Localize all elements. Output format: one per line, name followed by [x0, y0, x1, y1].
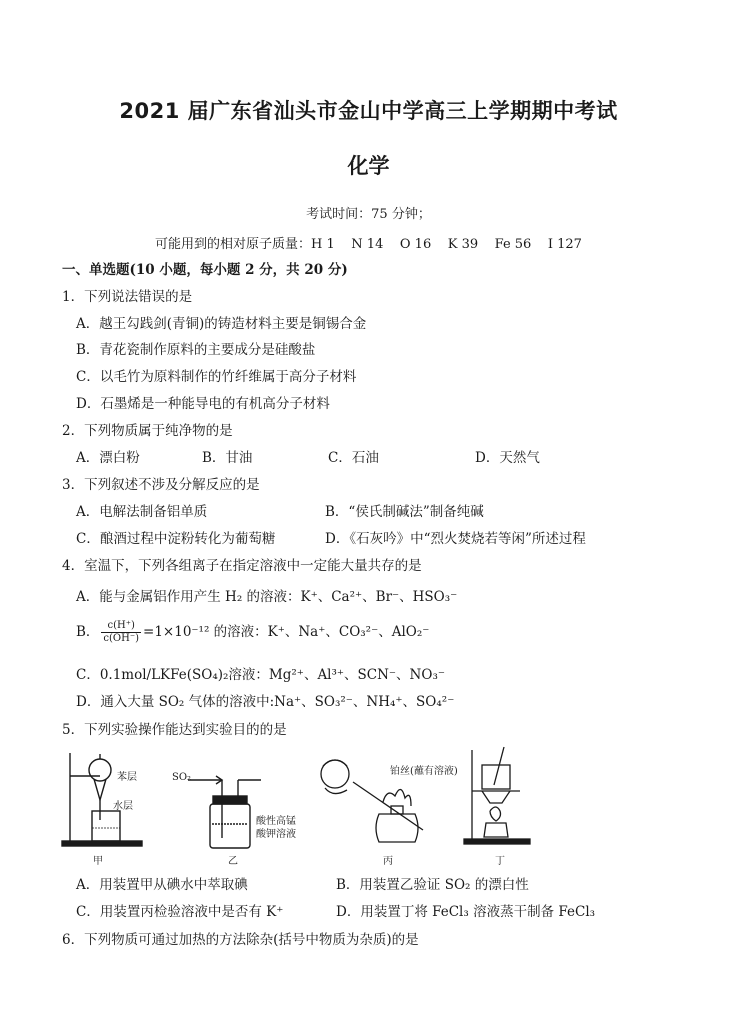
figure-ding-label: 丁 — [495, 856, 505, 867]
q4-option-d: D．通入大量 SO₂ 气体的溶液中:Na⁺、SO₃²⁻、NH₄⁺、SO₄²⁻ — [76, 694, 455, 710]
stand-base — [62, 841, 142, 846]
q4-option-b — [76, 620, 429, 645]
q4-option-b-text: =1×10⁻¹² 的溶液：K⁺、Na⁺、CO₃²⁻、AlO₂⁻ — [143, 624, 430, 640]
q1-option-a: A．越王勾践剑(青铜)的铸造材料主要是铜锡合金 — [76, 316, 367, 332]
flame — [383, 789, 411, 806]
burner — [484, 823, 508, 837]
fraction-numerator: c(H⁺) — [101, 620, 141, 633]
apparatus-jia-figure — [60, 748, 150, 848]
question-6-stem: 6．下列物质可通过加热的方法除杂(括号中物质为杂质)的是 — [62, 932, 419, 948]
exam-title: 2021 届广东省汕头市金山中学高三上学期期中考试 — [119, 99, 618, 123]
water-layer-label: 水层 — [113, 801, 133, 812]
fraction-denominator: c(OH⁻) — [103, 633, 140, 644]
q3-option-a: A．电解法制备铝单质 — [76, 504, 208, 520]
q3-option-c: C．酿酒过程中淀粉转化为葡萄糖 — [76, 531, 276, 547]
q2-option-c: C．石油 — [328, 450, 379, 466]
q3-option-d: D．《石灰吟》中“烈火焚烧若等闲”所述过程 — [325, 531, 586, 547]
concentration-ratio-fraction — [101, 620, 141, 645]
platinum-wire-label: 铂丝(蘸有溶液) — [390, 766, 458, 777]
kmno4-label-line2: 酸钾溶液 — [256, 829, 296, 840]
apparatus-ding-figure — [460, 745, 540, 853]
figure-bing-label: 丙 — [383, 856, 393, 867]
bottle-stopper — [213, 796, 247, 804]
burner-flame — [490, 807, 501, 821]
q5-option-b: B．用装置乙验证 SO₂ 的漂白性 — [336, 877, 529, 893]
question-4-stem: 4．室温下，下列各组离子在指定溶液中一定能大量共存的是 — [62, 558, 422, 574]
q3-option-b: B．“侯氏制碱法”制备纯碱 — [325, 504, 484, 520]
q4-option-a: A．能与金属铝作用产生 H₂ 的溶液：K⁺、Ca²⁺、Br⁻、HSO₃⁻ — [76, 589, 458, 605]
q2-option-b: B．甘油 — [202, 450, 253, 466]
atomic-masses: 可能用到的相对原子质量：H 1 N 14 O 16 K 39 Fe 56 I 127 — [155, 237, 582, 252]
question-5-stem: 5．下列实验操作能达到实验目的的是 — [62, 722, 287, 738]
platinum-wire — [353, 782, 423, 830]
q5-option-c: C．用装置丙检验溶液中是否有 K⁺ — [76, 904, 284, 920]
funnel-bulb — [89, 759, 111, 781]
q4-option-b-prefix: B． — [76, 624, 100, 640]
section-title: 一、单选题(10 小题，每小题 2 分，共 20 分) — [62, 262, 348, 278]
exam-time: 考试时间：75 分钟； — [306, 207, 431, 222]
funnel-neck — [94, 779, 106, 800]
alcohol-lamp — [376, 814, 418, 842]
stand-base — [464, 839, 530, 844]
wash-bottle — [210, 804, 250, 848]
q2-option-a: A．漂白粉 — [76, 450, 140, 466]
benzene-layer-label: 苯层 — [117, 772, 137, 783]
subject-title: 化学 — [347, 154, 390, 178]
stirring-rod — [494, 747, 504, 785]
person-shoulder — [325, 788, 347, 794]
question-1-stem: 1．下列说法错误的是 — [62, 289, 193, 305]
q1-option-d: D．石墨烯是一种能导电的有机高分子材料 — [76, 396, 330, 412]
q1-option-b: B．青花瓷制作原料的主要成分是硅酸盐 — [76, 342, 316, 358]
beaker — [92, 811, 120, 841]
kmno4-label-line1: 酸性高锰 — [256, 816, 296, 827]
q2-option-d: D．天然气 — [475, 450, 540, 466]
q4-option-c: C．0.1mol/LKFe(SO₄)₂溶液：Mg²⁺、Al³⁺、SCN⁻、NO₃⁻ — [76, 667, 445, 683]
figure-yi-label: 乙 — [228, 856, 238, 867]
q5-option-d: D．用装置丁将 FeCl₃ 溶液蒸干制备 FeCl₃ — [336, 904, 596, 920]
q1-option-c: C．以毛竹为原料制作的竹纤维属于高分子材料 — [76, 369, 357, 385]
question-2-stem: 2．下列物质属于纯净物的是 — [62, 423, 233, 439]
so2-gas-label: SO₂ — [172, 772, 192, 783]
figure-jia-label: 甲 — [93, 856, 103, 867]
question-3-stem: 3．下列叙述不涉及分解反应的是 — [62, 477, 260, 493]
q5-option-a: A．用装置甲从碘水中萃取碘 — [76, 877, 248, 893]
